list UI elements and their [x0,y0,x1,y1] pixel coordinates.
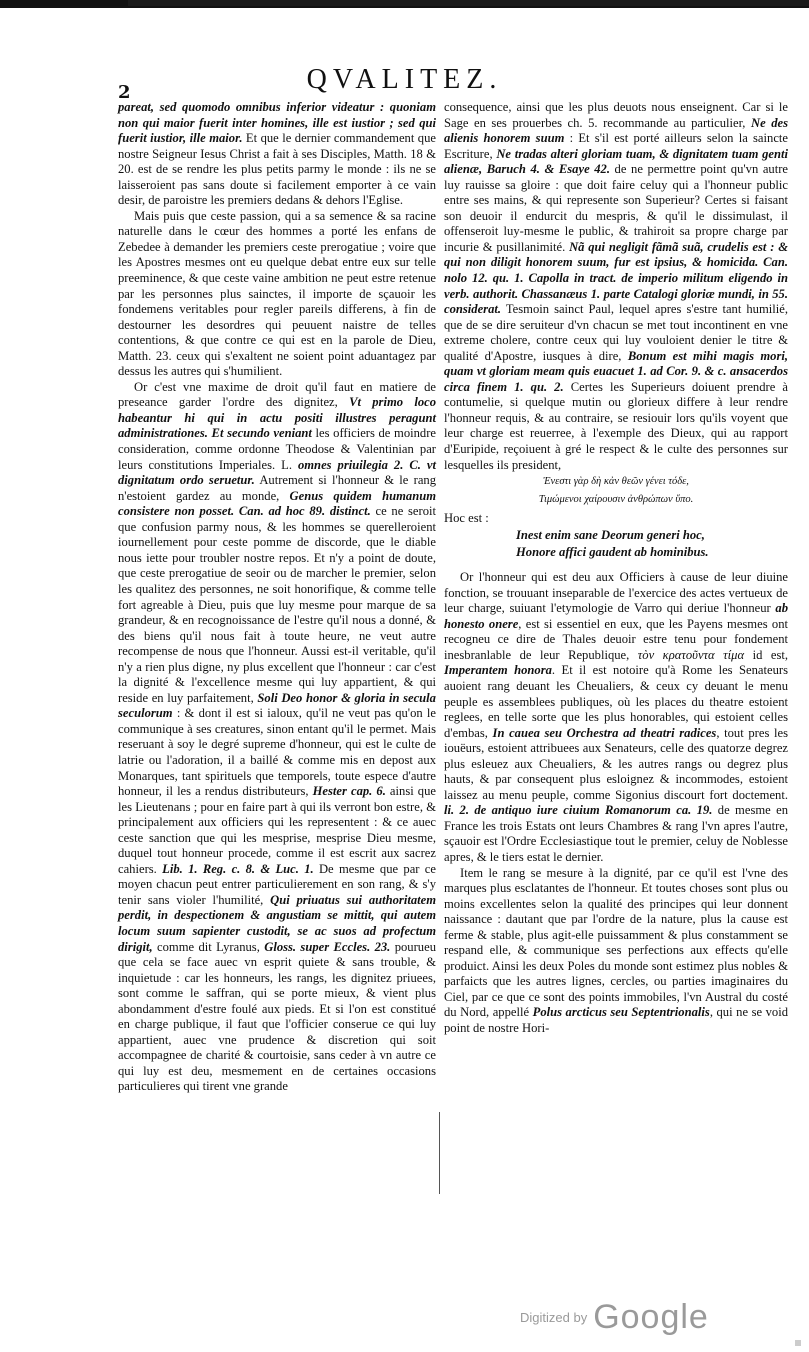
left-paragraph-2: Mais puis que ceste passion, qui a sa semence & sa racine naturelle dans le cœur des hommes a porté les enfans de Zebedee à demander les premiers ceste prerogatiue ; voire que les Apostres mesmes ont eu quelque debat entre eux sur telle preeminence, & que ceste vaine ambition ne peut estre retenue par les personnes plus sainctes, il importe de sçauoir les fondemens veritables pour regler pareils differens, à fin de destourner les desordres qui peuuent naistre de telles contentions, & que contre ce qui est en la parole de Dieu, Matth. 23. ceux qui s'exaltent ne soient point aduantagez par dessus les autres qui s'humilient. [118,208,436,379]
spacer [444,561,788,570]
left-column [118,100,436,1095]
latin-verse-line-2: Honore affici gaudent ab hominibus. [516,545,709,560]
text-run: pourueu que cela se face auec vn esprit quiete & sans trouble, & inquietude : car les honneurs, les rangs, les dignitez priuees, sont comme le saffran, qui se porte mieux, & vient plus abondamment d'estre foulé aux pieds. Et si l'on est constitué en charge publique, il faut que l'officier conserue ce qui luy appartient, auec vne prudence & discretion qui soit accompagnee de charité & courtoisie, sans ceder à vn autre ce qui luy est deu, mesmement en de certaines occasions particulieres qui tirent vne grande [118,939,436,1094]
right-column [444,100,788,1037]
right-paragraph-3 [444,866,788,1037]
latin-quote: Imperantem honora [444,663,552,678]
google-logo: Google [593,1298,709,1336]
citation: Gloss. super Eccles. 23. [264,939,391,954]
text-run: les officiers de moindre consideration, comme ordonne Theodose & Valentinian par leurs constitutions Imperiales. L. [118,426,436,472]
latin-quote: In cauea seu Orchestra ad theatri radices [492,725,717,740]
citation: Hester cap. 6. [312,784,386,799]
text-run: consequence, ainsi que les plus deuots nous enseignent. Car si le Sage en ses prouerbes ch. 5. recommande au particulier, [444,100,788,130]
text-run: ainsi que les Lieutenans ; pour en faire part à qui ils verront bon estre, & principalement aux officiers qui les representent : & ce auec ceste sanction que qui les mesprise, mesprise Dieu mesme, duquel tout honneur procede, comme il est escrit aux sacrez cahiers. [118,784,436,876]
greek-quote: τὸν κρατοῦντα τίμα [637,647,745,662]
text-run: Item le rang se mesure à la dignité, par ce qu'il est l'vne des marques plus esclatantes de l'honneur. Et toutes choses sont plus ou moins excellentes selon la qualité des principes qui leur donnent naissance : dautant que par l'ordre de la nature, plus la cause est ferme & stable, plus agit-elle puissamment & plus constamment se respand elle, & communique ses perfections aux effects qu'elle produict. Ainsi les deux Poles du monde sont estimez plus nobles & parfaicts que les autres lignes, cercles, ou parties imaginaires du Ciel, par ce que ce sont des points immobiles, l'vn Austral du costé du Nord, appellé [444,865,788,1020]
latin-quote: Soli Deo honor & gloria in secula seculorum [118,690,436,721]
latin-quote: Ne des alienis honorem suum [444,115,789,146]
greek-verse-line-1: Ἐνεστι γὰρ δὴ κἀν θεῶν γένει τόδε, [543,476,689,488]
page-number: 2 [118,82,131,103]
citation: Lib. 1. Reg. c. 8. & Luc. 1. [162,861,314,876]
latin-quote: pareat, sed quomodo omnibus inferior videatur : quoniam non qui maior fuerit inter homines, ille est iustior ; sed qui fuerit iustior, ille maior. [118,100,436,146]
text-run: , est si essentiel en eux, que les Payens mesmes ont recogneu ce dire de Thales deuoir estre tenu pour fondement inesbranlable de leur Republique, [444,616,788,662]
latin-quote: Genus quidem humanum consistere non posset. Can. ad hoc 89. distinct. [118,488,436,519]
text-run: : & dont il est si ialoux, qu'il ne veut pas qu'on le communique à ses creatures, sinon entant qu'il le permet. Mais reseruant à soy le degré supreme d'honneur, qui est le culte de latrie ou l'adoration, il a baillé & comme mis en depost aux Monarques, tant spirituels que temporels, toute espece d'autre honneur, il les a rendus distributeurs, [118,706,436,799]
right-paragraph-2 [444,570,788,865]
latin-quote: Bonum est mihi magis mori, quam vt gloriam meam quis euacuet 1. ad Cor. 9. & c. ansacerdos circa finem 1. qu. 2. [444,348,789,394]
text-run: comme dit Lyranus, [152,939,265,954]
citation: li. 2. de antiquo iure ciuium Romanorum ca. 19. [444,803,713,818]
latin-quote: ab honesto onere [444,601,788,631]
text-run: , tout pres les iouëurs, estoient attribuees aux Senateurs, celle des quatorze degrez plus esleuez aux Cheualiers, & les autres rangs ou degrez plus hauts, & par consequent plus esloignez & incommodes, estoient laissez au menu peuple, comme Sigonius discourt fort doctement. [444,725,788,802]
latin-quote: Vt primo loco habeantur hi qui in actu positi illustres peragunt administrationes. Et secundo veniant [118,395,436,441]
watermark-prefix: Digitized by [520,1310,588,1325]
running-title: QVALITEZ. [306,64,503,95]
text-run: Certes les Superieurs doiuent prendre à contumelie, si quelque mutin ou glorieux differe à leur rendre l'honneur requis, & au contraire, se resiouir lors qu'ils voyent que leur charge est reuerree, à l'exemple des Dieux, qui au rapport d'Euripide, reçoiuent à gré le respect & le culte des personnes sur lesquelles ils president, [444,379,788,472]
text-run: De mesme que par ce moyen chacun peut entrer particulierement en son rang, & s'y tenir sans violer l'humilité, [118,861,436,907]
text-run: : Et s'il est porté ailleurs selon la saincte Escriture, [444,131,788,161]
text-run: Or l'honneur qui est deu aux Officiers à cause de leur diuine fonction, se trouuant inseparable de l'exercice des actes vertueux de leur charge, suiuant l'etymologie de Varro qui deriue l'honneur [444,570,788,616]
greek-verse-line-2: Τιμώμενοι χαίρουσιν ἀνθρώπων ὕπο. [538,494,694,506]
text-run: Et que le dernier commandement que nostre Seigneur Iesus Christ a fait à ses Disciples, Matth. 18 & 20. est de se rendre les plus petits parmy le monde : ils ne se laisseroient pas sans doute si facilement emporter à ce vain desir, de paroistre les premiers dedans & dehors l'Eglise. [118,131,436,208]
text-run: Autrement si l'honneur & le rang n'estoient gardez au monde, [118,473,436,503]
scan-speck [795,1340,801,1346]
latin-quote: Polus arcticus seu Septentrionalis [532,1005,710,1020]
text-run: , qui ne se void point de nostre Hori- [444,1005,788,1035]
text-run: ce ne seroit que confusion parmy nous, & les hommes se querelleroient iournellement pour ceste pomme de discorde, que le diable nous iette pour troubler nostre repos. Et n'y a point de doute, que ceste prerogatiue de seoir ou de marcher le premier, selon les qualitez des personnes, ne soit honorifique, & comme telle fort agreable à Dieu, puis que luy mesme pour marque de sa grandeur, & en recognoissance de l'estre qu'il nous a donné, & des biens qu'il nous fait à toute heure, ne veut autre recompense de nous que l'honneur. Aussi est-il veritable, qu'il n'y a rien plus digne, ny plus excellent que l'honneur : car c'est la dignité & l'excellence mesme qui luy appartient, & qui reside en luy parfaitement, [118,504,436,705]
latin-verse-line-1: Inest enim sane Deorum generi hoc, [516,528,705,543]
text-run: Or c'est vne maxime de droit qu'il faut en matiere de preseance garder l'ordre des dignitez, [118,379,436,410]
text-run: de ne permettre point qu'vn autre luy rauisse sa gloire : que doit faire celuy qui a l'honneur public entre ses mains, & qui represente son Superieur? Certes si faisant son deuoir il endurcit du mespris, & qu'il le dissimulast, il offenseroit luy-mesme le public, & trahiroit sa propre charge par incurie & pusillanimité. [444,162,788,254]
column-divider [439,1112,440,1194]
digitized-by-google-watermark [520,1298,709,1337]
text-run: . Et il est notoire qu'à Rome les Senateurs auoient rang deuant les Cheualiers, & ceux cy deuant le menu peuple es assemblees publiques, où les places du theatre estoient reglees, en telle sorte que les plus honorables, qui estoient celles d'embas, [444,663,788,740]
text-run: Tesmoin sainct Paul, lequel apres s'estre tant humilié, que de se dire seruiteur d'vn chacun se met tout incontinent en vne extreme cholere, contre ceux qui luy vouloient denier le titre & qualité d'Apostre, iusques à dire, [444,302,788,363]
text-run: id est, [744,647,789,662]
hoc-est-label: Hoc est : [444,511,489,526]
top-border-fill [128,0,809,6]
left-paragraph-1 [118,100,436,209]
text-run: de mesme en France les trois Estats ont leurs Chambres & rang l'vn apres l'autre, sçauoir est l'Ordre Ecclesiastique tout le premier, celuy de Noblesse apres, & le tiers estat le dernier. [444,803,788,864]
left-paragraph-3 [118,380,436,1095]
latin-quote: Ne tradas alteri gloriam tuam, & dignitatem tuam genti alienæ, Baruch 4. & Esaye 42. [444,146,788,177]
latin-quote: Qui priuatus sui authoritatem perdit, in despectionem & angustiam se mittit, qui autem locum suum sapienter custodit, se ac suos ad profectum dirigit, [118,892,436,954]
latin-quote: Nã qui negligit fãmã suã, crudelis est : & qui non diligit honorem suum, fur est ipsius, & homicida. Can. nolo 12. qu. 1. Capolla in tract. de imperio militum eligendo in verb. authorit. Chassanæus 1. parte Catalogi gloriæ mundi, in 55. considerat. [444,239,788,317]
citation: omnes priuilegia 2. C. vt dignitatum ordo seruetur. [118,457,436,488]
right-paragraph-1 [444,100,788,473]
